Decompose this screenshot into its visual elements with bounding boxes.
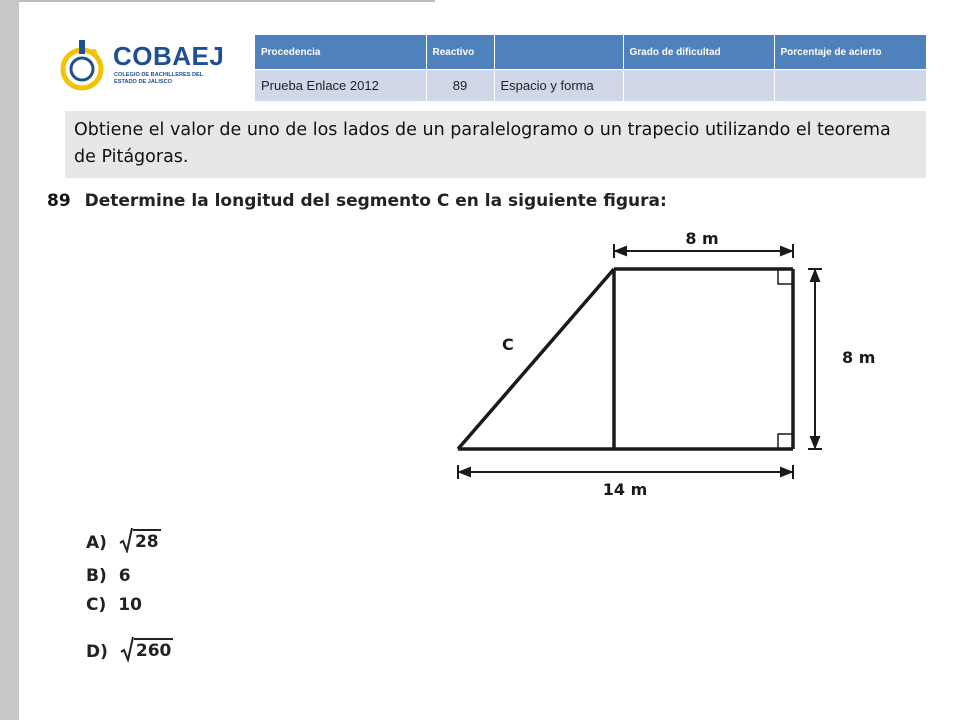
right-angle-mark-bottom xyxy=(778,434,793,449)
bottom-arrow-right xyxy=(781,468,791,476)
header-blank xyxy=(494,35,623,70)
answer-letter: C) xyxy=(86,595,107,615)
label-top-length: 8 m xyxy=(685,229,719,248)
cell-grado xyxy=(623,70,774,102)
radical-sign xyxy=(119,527,161,553)
cell-porcentaje xyxy=(774,70,926,102)
top-arrow-right xyxy=(781,247,791,255)
answer-option-c[interactable] xyxy=(86,595,142,615)
answer-value: 6 xyxy=(118,566,131,586)
question-heading xyxy=(47,191,667,211)
cobaej-emblem-icon xyxy=(58,38,110,98)
label-bottom-length: 14 m xyxy=(602,480,648,499)
top-arrow-left xyxy=(616,247,626,255)
right-arrow-bottom xyxy=(811,437,819,447)
answer-value: 10 xyxy=(118,595,142,615)
answer-option-d[interactable] xyxy=(86,636,173,662)
answer-letter: B) xyxy=(86,566,107,586)
cobaej-logo xyxy=(58,38,225,98)
right-angle-mark-top xyxy=(778,269,793,284)
square-root-icon xyxy=(119,527,133,553)
header-grado-dificultad: Grado de dificultad xyxy=(623,35,774,70)
square-root-icon xyxy=(120,636,134,662)
label-c: C xyxy=(502,335,514,354)
question-number: 89 xyxy=(47,191,71,211)
logo-subtitle: COLEGIO DE BACHILLERES DEL ESTADO DE JALISCO xyxy=(114,72,204,85)
answer-option-a[interactable] xyxy=(86,527,161,553)
objective-text: Obtiene el valor de uno de los lados de un paralelogramo o un trapecio utilizando el teorema de Pitágoras. xyxy=(65,111,926,178)
header-reactivo: Reactivo xyxy=(426,35,494,70)
answer-value: 28 xyxy=(133,529,161,553)
left-margin-bar xyxy=(0,0,19,720)
segment-c xyxy=(458,269,614,449)
item-info-table xyxy=(255,35,927,101)
cell-tema: Espacio y forma xyxy=(494,70,623,102)
bottom-arrow-left xyxy=(460,468,470,476)
cell-procedencia: Prueba Enlace 2012 xyxy=(255,70,426,102)
trapezoid-figure xyxy=(440,220,900,510)
header-procedencia: Procedencia xyxy=(255,35,426,70)
answer-letter: A) xyxy=(86,533,107,553)
answer-letter: D) xyxy=(86,642,108,662)
question-text: Determine la longitud del segmento C en la siguiente figura: xyxy=(84,191,667,211)
answer-value: 260 xyxy=(134,638,174,662)
label-right-length: 8 m xyxy=(842,348,876,367)
top-divider-line xyxy=(19,0,435,2)
table-row xyxy=(255,70,926,102)
right-arrow-top xyxy=(811,271,819,281)
logo-wordmark: COBAEJ xyxy=(113,41,225,71)
table-header-row xyxy=(255,35,926,70)
cell-reactivo: 89 xyxy=(426,70,494,102)
answer-option-b[interactable] xyxy=(86,566,131,586)
radical-sign xyxy=(120,636,174,662)
header-porcentaje-acierto: Porcentaje de acierto xyxy=(774,35,926,70)
